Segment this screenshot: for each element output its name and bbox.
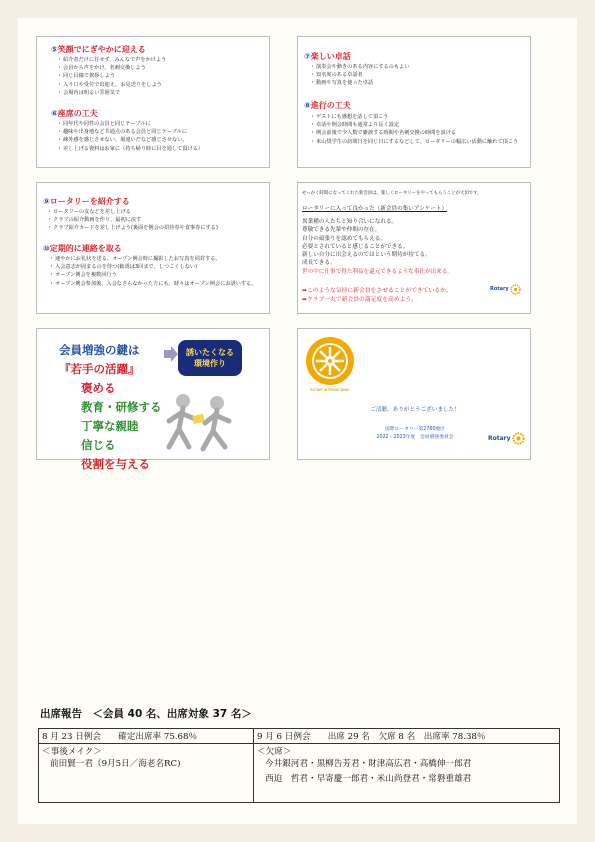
- key-line-3: 褒める: [81, 381, 116, 395]
- list-item: 異業種の人たちと知り合いになれる。: [302, 219, 398, 225]
- key-line-7: 役割を与える: [81, 457, 150, 471]
- list-item: ・ ゲストにも感想を話して頂こう: [310, 113, 525, 121]
- thanks-text: ご清聴、ありがとうございました！: [370, 407, 460, 413]
- list-item: ・ 入会意志が固まるのを待つ(勧誘は3回まで、しつこくしない): [49, 263, 267, 271]
- rotary-logo-text: Rotary: [488, 435, 511, 442]
- list-item: ・ オープン例会を複数回行う: [49, 271, 267, 279]
- list-item: ・ 知名度のある卓話者: [310, 71, 409, 79]
- list-item: ・ 動画や写真を使った卓話: [310, 79, 409, 87]
- list-item: 世の中に仕事で得た利益を還元できるような奉仕が出来る。: [302, 268, 454, 275]
- list-item: ・ 同年代や同性の会員と同じテーブルに: [57, 120, 203, 128]
- list-item: ・ 入り口や受付で出迎え、お見送りをしよう: [57, 81, 166, 89]
- key-line-6: 信じる: [81, 438, 116, 452]
- list-item: ・ クラブの紹介動画を作り、最初に流す: [47, 216, 218, 224]
- slide-survey: [297, 182, 531, 314]
- list-item: ・ 会場内は明るい雰囲気で: [57, 89, 166, 97]
- slide-greeting-seating: [36, 36, 270, 168]
- list-item: ・ 同じ目線で挨拶しよう: [57, 72, 166, 80]
- absent-line-2: 西迫 哲君・早寄慶一郎君・米山尚登君・常磐重雄君: [265, 774, 472, 784]
- section-list-10: [49, 255, 267, 288]
- badge-line-2: 環境作り: [194, 359, 226, 368]
- key-line-4: 教育・研修する: [81, 400, 162, 414]
- conclusion-1: ➡このような気持に新会員をさせることができているか。: [302, 288, 452, 294]
- section-title-7: ⑦楽しい卓話: [304, 52, 351, 61]
- list-item: ・ 趣味や出身地など共通点のある会員と同じテーブルに: [57, 128, 203, 136]
- section-title-9: ⑨ロータリーを紹介する: [43, 197, 130, 206]
- absent-line-1: 今井銀河君・黒柳告芳君・財津高広君・高橋伸一郎君: [265, 759, 472, 769]
- absent-cell: [254, 744, 560, 803]
- section-list-6: [57, 120, 203, 153]
- slide-talks-progress: [297, 36, 531, 168]
- list-item: ・ 例会前後で少人数で雑談する時間や名刺交換の時間を設ける: [310, 129, 525, 137]
- key-line-2: 『若手の活躍』: [59, 362, 140, 376]
- list-item: ・ クラブ紹介カードを差し上げよう(裏面を例会の招待券や食事券にする): [47, 224, 218, 232]
- list-item: ・ 疎外感を感じさせない、場違いだなど感じさせない。: [57, 136, 203, 144]
- conclusion-2: ➡クラブ一丸で新会員の満足度を高めよう。: [302, 297, 417, 303]
- arrow-icon: [164, 346, 178, 362]
- attendance-right-header: 9 月 6 日例会 出席 29 名 欠席 8 名 出席率 78.38％: [254, 729, 560, 744]
- list-item: 自分の頑張りを認めてもらえる。: [302, 235, 386, 242]
- running-people-illustration: [161, 389, 241, 457]
- environment-badge: [178, 340, 242, 376]
- list-item: ・ 会員から声をかけ、名刺交換しよう: [57, 64, 166, 72]
- rotary-wheel-icon: [510, 284, 521, 295]
- list-item: ・ 米山奨学生の訪問日を同じ日にするなどして、ロータリーの幅広い活動に触れて頂こう: [310, 138, 525, 146]
- emblem-label: ROTARY INTERNATIONAL: [310, 388, 350, 392]
- rotary-logo-text: Rotary: [490, 286, 509, 292]
- key-lines: [59, 341, 162, 474]
- survey-list: [302, 218, 453, 276]
- list-item: ・ 差し上げる資料はお家に（持ち帰り時に目を通して頂ける）: [57, 145, 203, 153]
- list-item: ・ 紹介者だけに任せず、みんなで声をかけよう: [57, 56, 166, 64]
- intro-text: せっかく時間になってくれた新会員は、楽しくロータリーをやってもらうことが大切です。: [302, 191, 482, 196]
- term-text: 2022－2023年度 会員増強委員会: [376, 435, 454, 440]
- list-item: ・ 演奏会や動きのある内容にするのもよい: [310, 63, 409, 71]
- section-title-5: ⑤笑顔でにぎやかに迎える: [51, 45, 146, 54]
- list-item: 新しい自分に出会えるのではという期待が持てる。: [302, 252, 431, 259]
- makeup-entry: 前田賢一君（9月5日／海老名RC): [50, 759, 181, 769]
- slide-thanks: [297, 328, 531, 460]
- slide-membership-key: [36, 328, 270, 471]
- list-item: 必要とされていると感じることができる。: [302, 243, 409, 250]
- section-title-6: ⑥座席の工夫: [51, 109, 98, 118]
- section-list-5: [57, 56, 166, 97]
- list-item: ・ ロータリーの友などを差し上げる: [47, 208, 218, 216]
- absent-label: ＜欠席＞: [257, 747, 292, 757]
- page: [18, 18, 577, 824]
- makeup-cell: [39, 744, 254, 803]
- section-list-7: [310, 63, 409, 88]
- list-item: ・ 速やかにお礼状を送る、オープン例会時に撮影したお写真を同封する。: [49, 255, 267, 263]
- attendance-title: 出席報告 ＜会員 40 名、出席対象 37 名＞: [40, 708, 252, 720]
- rotary-wheel-icon: [512, 432, 525, 445]
- section-list-9: [47, 208, 218, 233]
- list-item: 成長できる。: [302, 260, 336, 267]
- list-item: ・ オープン例会参加後、入会なさらなかった方にも、時々はオープン例会にお誘いする。: [49, 280, 267, 288]
- attendance-table: [38, 728, 560, 803]
- section-title-8: ⑧進行の工夫: [304, 101, 351, 110]
- list-item: 尊敬できる先輩や仲間の存在。: [302, 227, 381, 234]
- rotary-emblem-icon: [304, 335, 356, 387]
- section-title-10: ⑩定期的に連絡を取る: [43, 244, 122, 253]
- key-line-5: 丁寧な親睦: [81, 419, 139, 433]
- district-text: 国際ロータリー第2760地区: [384, 427, 446, 432]
- key-line-1: 会員増強の鍵は: [59, 343, 140, 357]
- makeup-label: ＜事後メイク＞: [42, 747, 102, 757]
- slide-introduce-contact: [36, 182, 270, 314]
- list-item: ・ 卓話や例会時間も通常より長く設定: [310, 121, 525, 129]
- badge-line-1: 誘いたくなる: [186, 348, 234, 357]
- survey-heading: ロータリーに入って良かった（新会員の集いアンケート）: [302, 206, 448, 212]
- attendance-left-header: 8 月 23 日例会 確定出席率 75.68％: [39, 729, 254, 744]
- section-list-8: [310, 113, 525, 146]
